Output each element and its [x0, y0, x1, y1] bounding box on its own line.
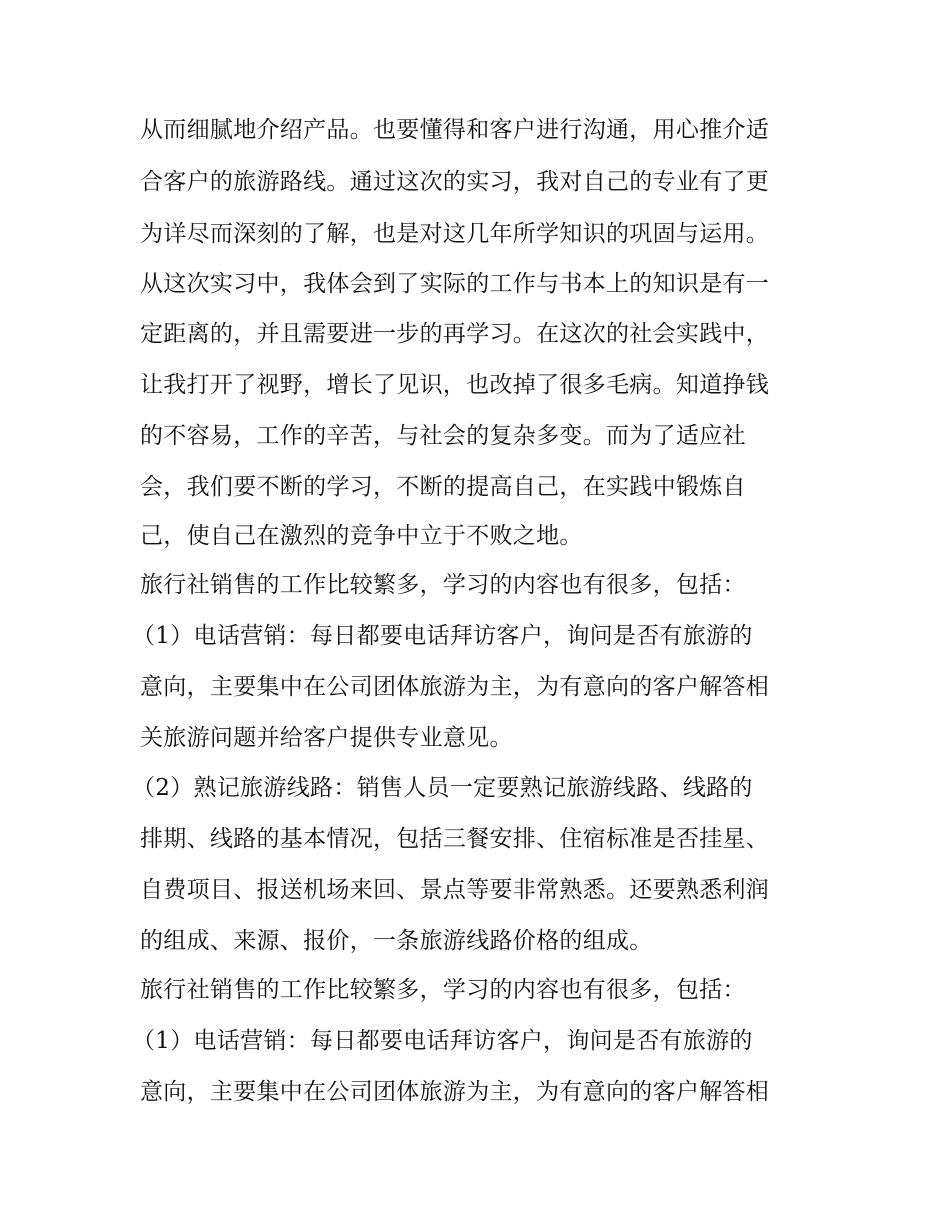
body-text-line: 的组成、来源、报价，一条旅游线路价格的组成。 [140, 928, 653, 954]
body-text-line: 会，我们要不断的学习，不断的提高自己，在实践中锻炼自 [140, 474, 746, 500]
body-text-line: 意向，主要集中在公司团体旅游为主，为有意向的客户解答相 [140, 674, 770, 700]
section-heading-line: 旅行社销售的工作比较繁多，学习的内容也有很多，包括： [140, 572, 746, 598]
body-text-line: 排期、线路的基本情况，包括三餐安排、住宿标准是否挂星、 [140, 826, 770, 852]
body-text-line: 从这次实习中，我体会到了实际的工作与书本上的知识是有一 [140, 271, 770, 297]
body-text-line: 合客户的旅游路线。通过这次的实习，我对自己的专业有了更 [140, 169, 770, 195]
body-text-line: 自费项目、报送机场来回、景点等要非常熟悉。还要熟悉利润 [140, 877, 770, 903]
body-text-line: 从而细腻地介绍产品。也要懂得和客户进行沟通，用心推介适 [140, 117, 770, 143]
body-text-line: 的不容易，工作的辛苦，与社会的复杂多变。而为了适应社 [140, 423, 746, 449]
body-text-line: 关旅游问题并给客户提供专业意见。 [140, 725, 513, 751]
list-item-line: （1）电话营销：每日都要电话拜访客户，询问是否有旅游的 [132, 1028, 753, 1054]
body-text-line: 己，使自己在激烈的竞争中立于不败之地。 [140, 523, 583, 549]
body-text-line: 定距离的，并且需要进一步的再学习。在这次的社会实践中， [140, 321, 770, 347]
section-heading-line: 旅行社销售的工作比较繁多，学习的内容也有很多，包括： [140, 977, 746, 1003]
list-item-line: （1）电话营销：每日都要电话拜访客户，询问是否有旅游的 [132, 623, 753, 649]
list-item-line: （2）熟记旅游线路：销售人员一定要熟记旅游线路、线路的 [132, 775, 753, 801]
body-text-line: 意向，主要集中在公司团体旅游为主，为有意向的客户解答相 [140, 1079, 770, 1105]
body-text-line: 让我打开了视野，增长了见识，也改掉了很多毛病。知道挣钱 [140, 372, 770, 398]
body-text-line: 为详尽而深刻的了解，也是对这几年所学知识的巩固与运用。 [140, 221, 770, 247]
